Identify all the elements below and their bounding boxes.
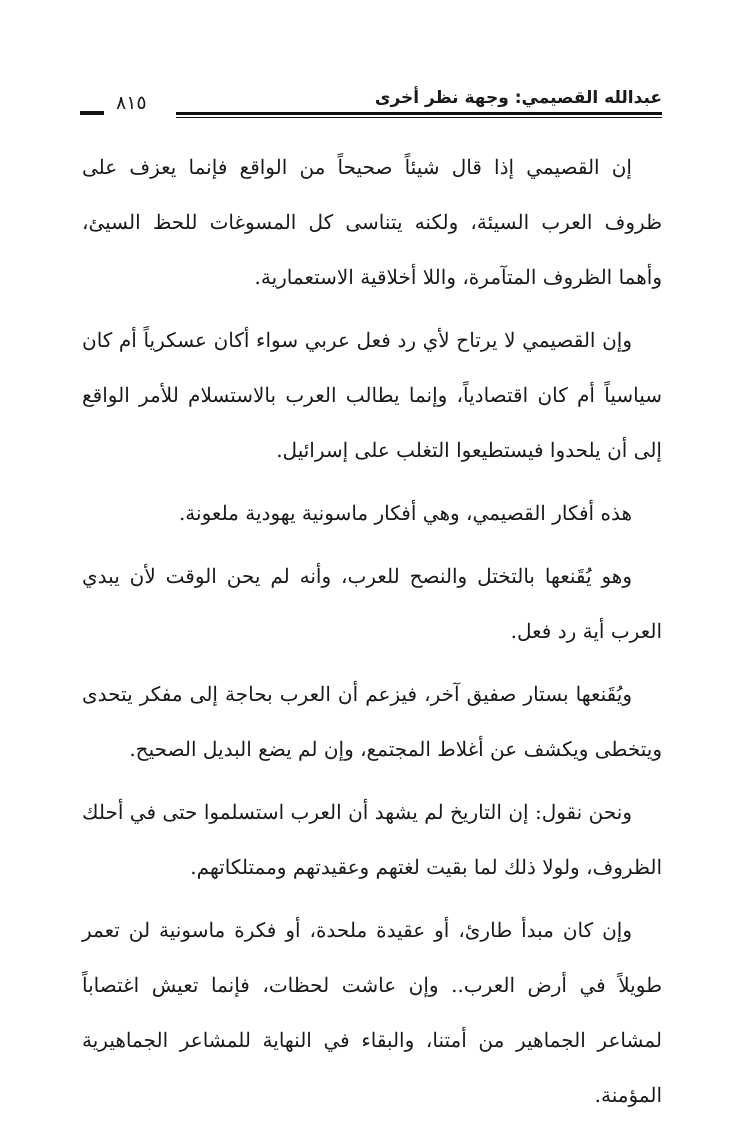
paragraph: إن القصيمي إذا قال شيئاً صحيحاً من الواقع فإنما يعزف على ظروف العرب السيئة، ولكنه يتناسى كل المسوغات للحظ السيئ، وأهما الظروف المتآمرة، واللا أخلاقية الاستعمارية. (82, 155, 662, 289)
paragraph: وهو يُقَنعها بالتختل والنصح للعرب، وأنه لم يحن الوقت لأن يبدي العرب أية رد فعل. (82, 564, 662, 643)
page-number-dash (80, 111, 104, 115)
header-rule (176, 112, 662, 115)
running-title: عبدالله القصيمي: وجهة نظر أخرى (374, 88, 662, 108)
paragraph: وإن كان مبدأ طارئ، أو عقيدة ملحدة، أو فكرة ماسونية لن تعمر طويلاً في أرض العرب.. وإن عاشت لحظات، فإنما تعيش اغتصاباً لمشاعر الجماهير من أمتنا، والبقاء في النهاية للمشاعر الجماهيرية المؤمنة. (82, 918, 662, 1107)
body-text (82, 140, 662, 1131)
paragraph: هذه أفكار القصيمي، وهي أفكار ماسونية يهودية ملعونة. (178, 501, 632, 525)
page-header (80, 84, 662, 124)
page-number: ٨١٥ (116, 92, 147, 114)
paragraph: وإن القصيمي لا يرتاح لأي رد فعل عربي سواء أكان عسكرياً أم كان سياسياً أم كان اقتصادياً، وإنما يطالب العرب بالاستسلام للأمر الواقع إلى أن يلحدوا فيستطيعوا التغلب على إسرائيل. (82, 328, 662, 462)
paragraph: ويُقَنعها بستار صفيق آخر، فيزعم أن العرب بحاجة إلى مفكر يتحدى ويتخطى ويكشف عن أغلاط المجتمع، وإن لم يضع البديل الصحيح. (82, 682, 662, 761)
paragraph: ونحن نقول: إن التاريخ لم يشهد أن العرب استسلموا حتى في أحلك الظروف، ولولا ذلك لما بقيت لغتهم وعقيدتهم وممتلكاتهم. (82, 800, 662, 879)
header-rule-thin (176, 117, 662, 118)
